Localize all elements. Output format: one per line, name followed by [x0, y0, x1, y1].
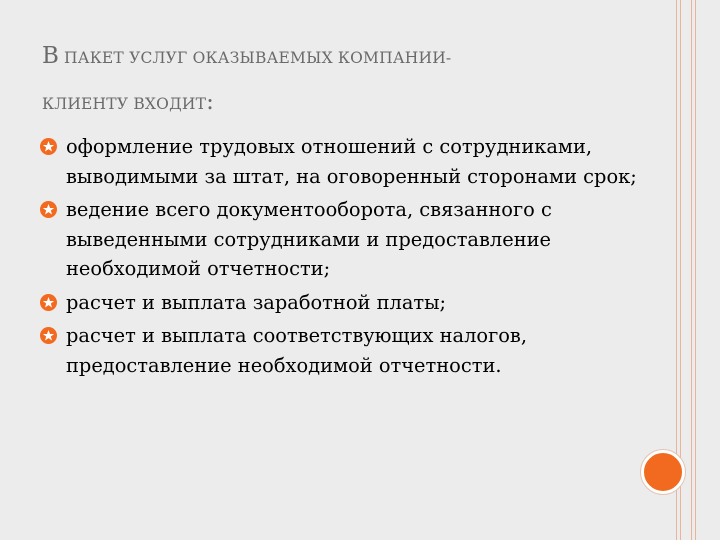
bullet-text: расчет и выплата заработной платы; — [66, 290, 447, 314]
title-line-2 — [42, 80, 642, 126]
bullet-text: ведение всего документооборота, связанного с выведенными сотрудниками и предоставление необходимой отчетности; — [66, 198, 552, 280]
star-icon — [40, 294, 57, 311]
bullet-item — [40, 321, 640, 380]
bullet-item — [40, 195, 640, 284]
bullet-text: расчет и выплата соответствующих налогов, предоставление необходимой отчетности. — [66, 324, 528, 377]
title-line-2-text: КЛИЕНТУ ВХОДИТ — [42, 95, 207, 113]
title-initial-letter: В — [42, 43, 59, 69]
title-line-1-text: ПАКЕТ УСЛУГ ОКАЗЫВАЕМЫХ КОМПАНИИ- — [58, 49, 452, 67]
title-colon: : — [206, 89, 214, 115]
bullet-list — [40, 132, 640, 384]
decor-line — [691, 0, 692, 540]
bullet-item — [40, 132, 640, 191]
title-line-1 — [42, 34, 642, 80]
bullet-item — [40, 288, 640, 318]
star-icon — [40, 201, 57, 218]
star-icon — [40, 327, 57, 344]
bullet-text: оформление трудовых отношений с сотрудниками, выводимыми за штат, на оговоренный сторонами срок; — [66, 135, 637, 188]
decorative-orange-circle — [641, 450, 685, 494]
slide-title — [42, 34, 642, 126]
star-icon — [40, 138, 57, 155]
decor-line — [695, 0, 696, 540]
